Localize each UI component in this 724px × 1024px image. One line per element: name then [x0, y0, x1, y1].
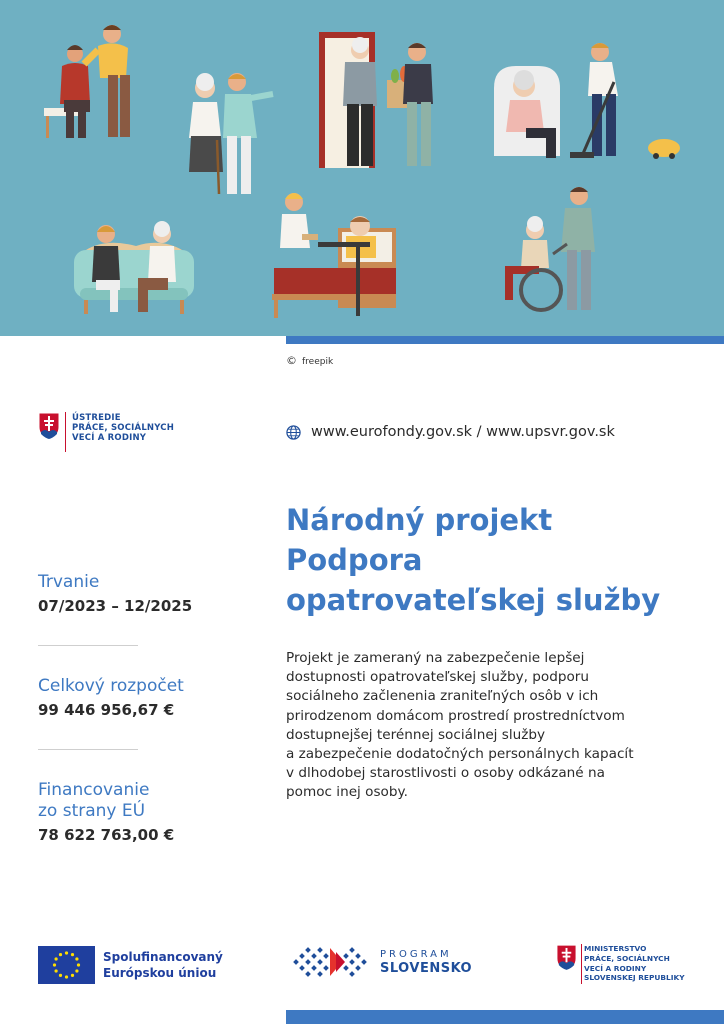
ministry-name: MINISTERSTVO PRÁCE, SOCIÁLNYCH VECÍ A RODINY SLOVENSKEJ REPUBLIKY	[584, 944, 685, 983]
logo-divider	[65, 412, 66, 452]
ministry-logo	[556, 944, 716, 988]
facts-divider	[38, 645, 138, 646]
upsvr-logo	[38, 412, 188, 456]
eu-cofunded-logo	[38, 946, 223, 984]
budget-value: 99 446 956,67 €	[38, 701, 175, 719]
project-facts	[38, 572, 238, 846]
scene-vacuum-cleaning	[490, 38, 685, 163]
upsvr-name: ÚSTREDIE PRÁCE, SOCIÁLNYCH VECÍ A RODINY	[72, 413, 175, 443]
scene-grocery-delivery	[315, 28, 445, 173]
project-description: Projekt je zameraný na zabezpečenie lepšej dostupnosti opatrovateľskej služby, podporu sociálneho začlenenia zraniteľných osôb v ich prirodzenom domácom prostredí prostredníctvom dostupnejšej terénnej sociálnej služby a zabezpečenie dodatočných personálnych kapacít v dlhodobej starostlivosti o osoby odkázané na pomoc inej osoby.	[286, 650, 634, 801]
website-links[interactable]: www.eurofondy.gov.sk / www.upsvr.gov.sk	[311, 424, 615, 440]
eu-funding-label-line-2: zo strany EÚ	[38, 801, 146, 821]
program-slovensko-logo	[292, 942, 472, 982]
title-line-2: Podpora	[286, 543, 423, 577]
title-line-3: opatrovateľskej služby	[286, 583, 661, 617]
fact-eu-funding	[38, 780, 238, 846]
eu-funding-label-line-1: Financovanie	[38, 780, 150, 800]
eu-cofunded-text: Spolufinancovaný Európskou úniou	[103, 950, 223, 980]
program-slovensko-mark-icon	[292, 942, 372, 982]
fact-budget	[38, 676, 238, 721]
scene-wheelchair-assist	[495, 182, 600, 317]
footer-accent-stripe	[286, 1010, 724, 1024]
project-title	[286, 500, 706, 620]
globe-icon	[286, 425, 301, 440]
scene-elderly-woman-cane	[185, 70, 280, 200]
budget-label: Celkový rozpočet	[38, 676, 184, 696]
program-slovensko-text: PROGRAM SLOVENSKO	[380, 948, 473, 976]
eu-flag-icon	[38, 946, 95, 984]
eu-funding-value: 78 622 763,00 €	[38, 826, 175, 844]
duration-value: 07/2023 – 12/2025	[38, 597, 193, 615]
hero-illustration	[0, 0, 724, 336]
logo-divider	[581, 944, 582, 984]
scene-bedside-care	[268, 188, 403, 320]
slovak-coat-of-arms-icon	[556, 944, 577, 971]
scene-caregiver-seated-man	[40, 20, 150, 145]
title-line-1: Národný projekt	[286, 503, 553, 537]
slovak-coat-of-arms-icon	[38, 412, 60, 440]
duration-label: Trvanie	[38, 572, 100, 592]
image-credit	[286, 354, 333, 367]
facts-divider	[38, 749, 138, 750]
scene-women-on-sofa	[72, 218, 197, 318]
hero-accent-stripe	[286, 336, 724, 344]
fact-duration	[38, 572, 238, 617]
copyright-icon: ©	[286, 354, 297, 367]
credit-text: freepik	[302, 357, 334, 367]
website-line	[286, 424, 615, 440]
